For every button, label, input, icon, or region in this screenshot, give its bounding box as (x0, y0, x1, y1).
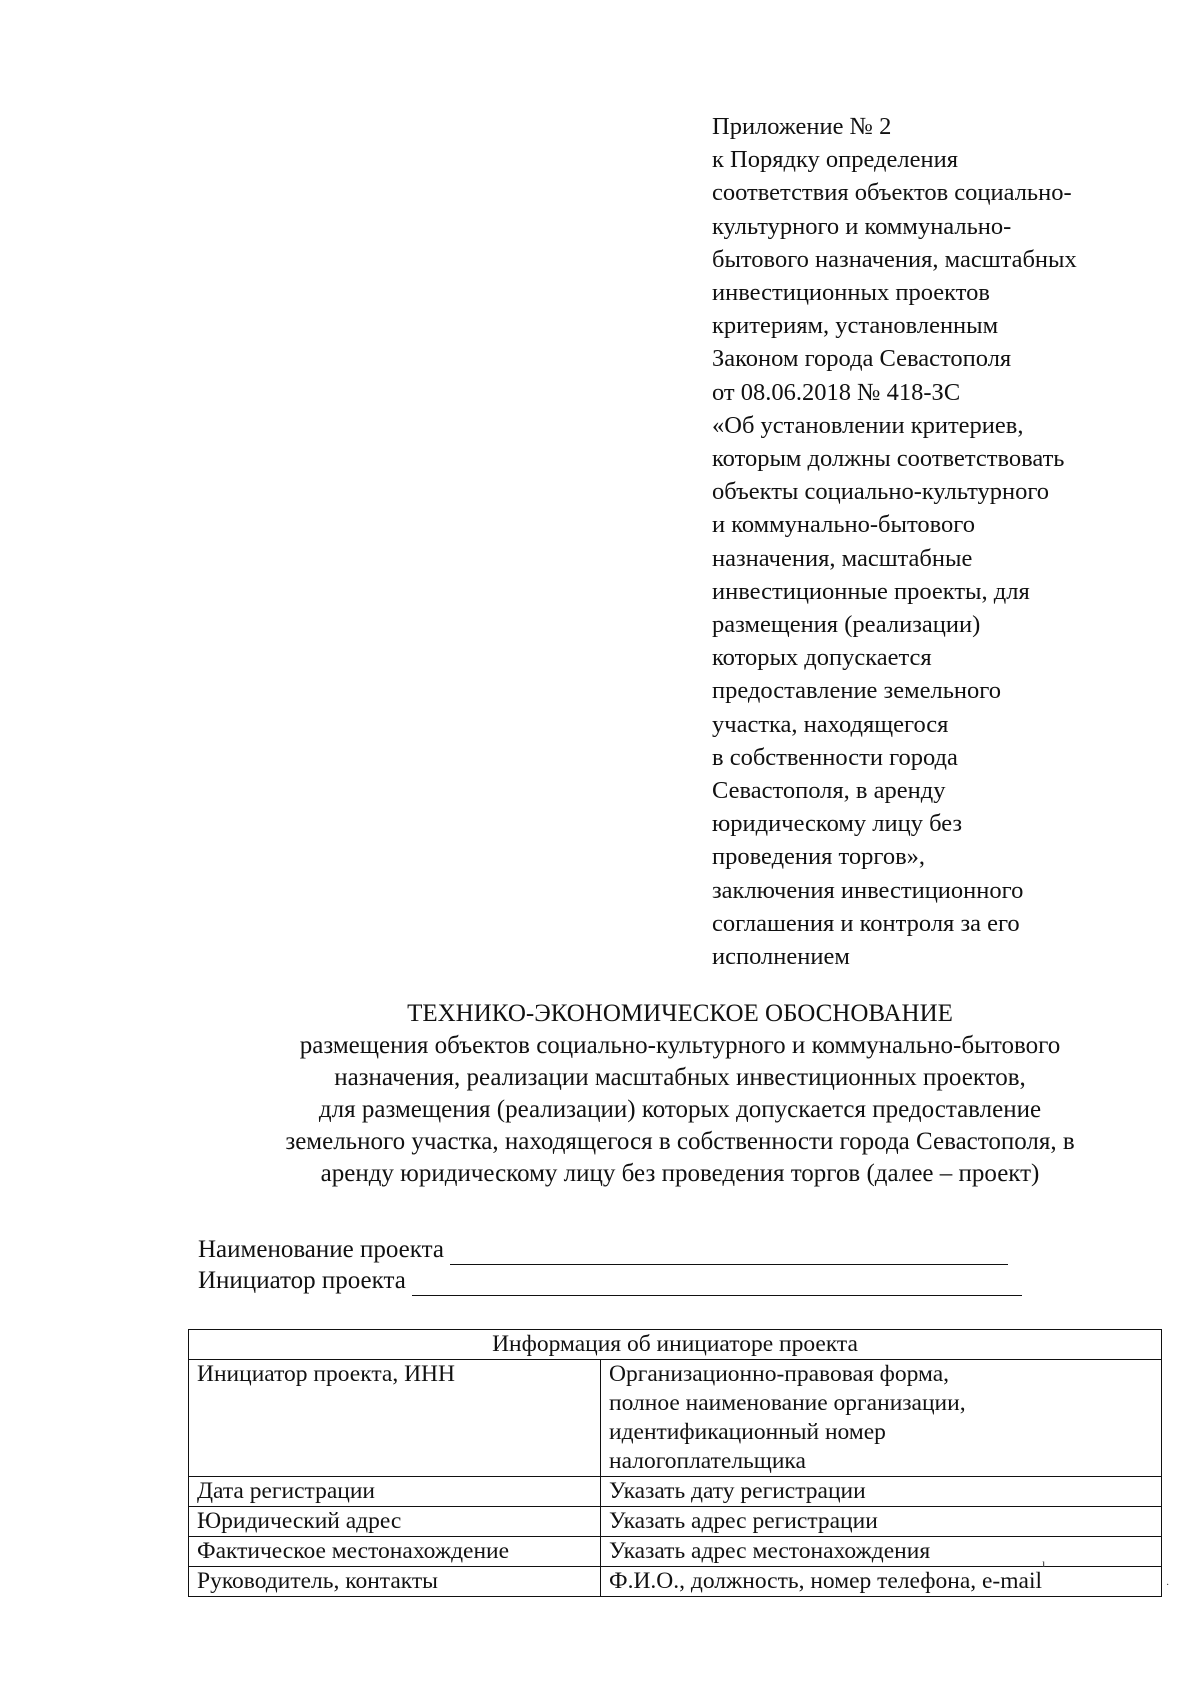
appendix-line: культурного и коммунально- (712, 212, 1012, 240)
appendix-header (712, 110, 1182, 973)
appendix-line: проведения торгов», (712, 843, 926, 871)
row-value (601, 1567, 1162, 1597)
document-subtitle-line: назначения, реализации масштабных инвестиционных проектов, (334, 1064, 1026, 1091)
row-label: Юридический адрес (189, 1507, 601, 1537)
project-fields (198, 1234, 1098, 1296)
project-name-row (198, 1234, 1098, 1265)
table-row (189, 1567, 1162, 1597)
table-row (189, 1360, 1162, 1477)
appendix-line: и коммунально-бытового (712, 511, 975, 539)
appendix-line: в собственности города (712, 743, 958, 771)
row-value-line: Ф.И.О., должность, номер телефона, e-mail (609, 1568, 1043, 1594)
scan-mark: ı (1042, 1556, 1046, 1570)
row-label: Дата регистрации (189, 1477, 601, 1507)
appendix-line: объекты социально-культурного (712, 478, 1050, 506)
appendix-line: которым должны соответствовать (712, 445, 1065, 473)
appendix-line: юридическому лицу без (712, 810, 963, 838)
appendix-line: назначения, масштабные (712, 544, 973, 572)
initiator-blank[interactable] (412, 1273, 1022, 1296)
row-value-line: Организационно-правовая форма, (609, 1361, 950, 1387)
document-title: ТЕХНИКО-ЭКОНОМИЧЕСКОЕ ОБОСНОВАНИЕ (407, 1000, 953, 1027)
appendix-line: критериям, установленным (712, 312, 999, 340)
appendix-line: размещения (реализации) (712, 611, 981, 639)
appendix-line: предоставление земельного (712, 677, 1001, 705)
scan-mark: · (1166, 1580, 1170, 1591)
row-value-line: Указать адрес регистрации (609, 1508, 878, 1534)
table-header: Информация об инициаторе проекта (189, 1330, 1162, 1360)
appendix-line: бытового назначения, масштабных (712, 245, 1077, 273)
row-value-line: Указать дату регистрации (609, 1478, 866, 1504)
appendix-line: Законом города Севастополя (712, 345, 1012, 373)
initiator-label: Инициатор проекта (198, 1267, 406, 1294)
appendix-line: заключения инвестиционного (712, 876, 1024, 904)
appendix-line: от 08.06.2018 № 418-ЗС (712, 378, 961, 406)
document-subtitle-line: аренду юридическому лицу без проведения торгов (далее – проект) (320, 1160, 1040, 1187)
appendix-line: Севастополя, в аренду (712, 777, 946, 805)
row-value-line: идентификационный номер (609, 1419, 886, 1445)
document-subtitle-line: размещения объектов социально-культурного и коммунально-бытового (299, 1032, 1061, 1059)
project-name-label: Наименование проекта (198, 1236, 444, 1263)
appendix-line: соглашения и контроля за его (712, 909, 1020, 937)
appendix-line: исполнением (712, 943, 850, 971)
appendix-line: инвестиционных проектов (712, 279, 990, 307)
project-name-blank[interactable] (450, 1242, 1008, 1265)
row-label: Руководитель, контакты (189, 1567, 601, 1597)
appendix-line: инвестиционные проекты, для (712, 577, 1030, 605)
initiator-row (198, 1265, 1098, 1296)
row-value (601, 1360, 1162, 1477)
table-row (189, 1507, 1162, 1537)
initiator-info-table (188, 1329, 1162, 1597)
row-value-line: полное наименование организации, (609, 1390, 966, 1416)
document-subtitle-line: земельного участка, находящегося в собственности города Севастополя, в (285, 1128, 1075, 1155)
table-row (189, 1477, 1162, 1507)
row-label: Инициатор проекта, ИНН (189, 1360, 601, 1477)
document-title-block (150, 998, 1200, 1190)
row-label: Фактическое местонахождение (189, 1537, 601, 1567)
appendix-line: участка, находящегося (712, 710, 949, 738)
row-value (601, 1477, 1162, 1507)
appendix-line: «Об установлении критериев, (712, 411, 1024, 439)
appendix-line: к Порядку определения (712, 146, 958, 174)
row-value-line: налогоплательщика (609, 1448, 806, 1474)
row-value-line: Указать адрес местонахождения (609, 1538, 931, 1564)
row-value (601, 1537, 1162, 1567)
row-value (601, 1507, 1162, 1537)
table-header-row (189, 1330, 1162, 1360)
appendix-line: соответствия объектов социально- (712, 179, 1072, 207)
appendix-line: которых допускается (712, 644, 932, 672)
document-subtitle-line: для размещения (реализации) которых допускается предоставление (318, 1096, 1042, 1123)
table-row (189, 1537, 1162, 1567)
appendix-line: Приложение № 2 (712, 113, 892, 140)
